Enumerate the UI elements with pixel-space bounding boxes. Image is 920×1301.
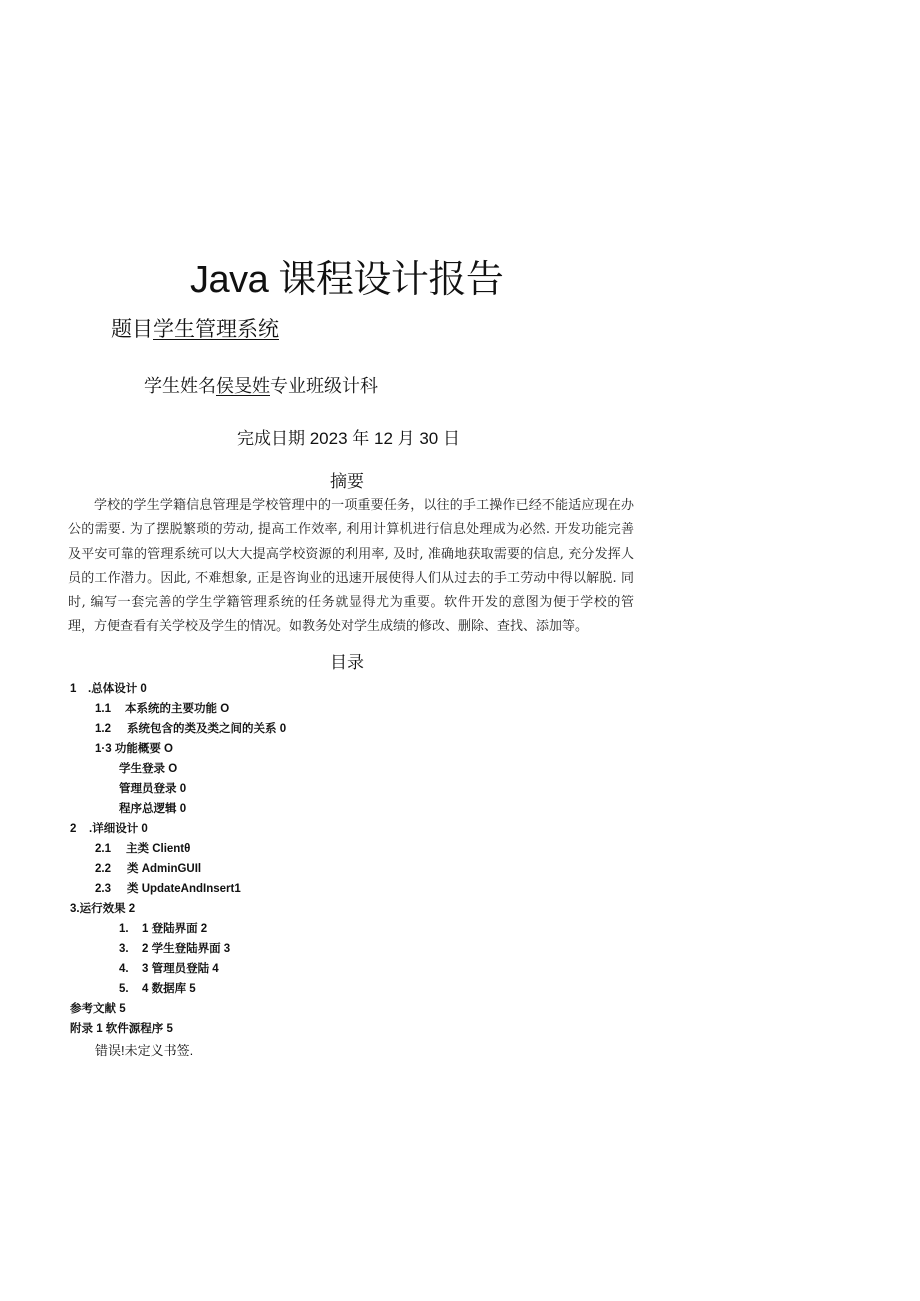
toc-num: 4. xyxy=(119,963,129,975)
toc-text: 学生登录 O xyxy=(119,763,178,775)
toc-text: .总体设计 0 xyxy=(88,683,147,695)
report-title: Java 课程设计报告 xyxy=(190,259,504,301)
subject-line xyxy=(111,313,279,343)
toc-text: 3 管理员登陆 4 xyxy=(142,963,219,975)
toc-text: 本系统的主要功能 O xyxy=(125,703,230,715)
toc-entry[interactable] xyxy=(95,1040,193,1059)
toc-entry[interactable] xyxy=(119,920,207,936)
toc-entry[interactable] xyxy=(70,900,135,916)
toc-text: 类 AdminGUIl xyxy=(127,863,202,875)
toc-entry[interactable] xyxy=(119,980,196,996)
toc-text: .详细设计 0 xyxy=(89,823,148,835)
toc-text: 错误!未定义书签. xyxy=(95,1043,194,1058)
toc-entry[interactable] xyxy=(119,760,177,776)
student-label: 学生姓名 xyxy=(144,376,216,396)
toc-entry[interactable] xyxy=(70,820,148,836)
toc-num: 1.1 xyxy=(95,703,111,715)
toc-text: 参考文献 5 xyxy=(70,1003,126,1015)
toc-num: 1.2 xyxy=(95,723,111,735)
subject-label: 题目 xyxy=(111,318,153,341)
toc-entry[interactable] xyxy=(119,800,186,816)
toc-entry[interactable] xyxy=(95,720,286,736)
toc-text: 管理员登录 0 xyxy=(119,783,187,795)
student-value: 侯旻姓 xyxy=(216,376,270,396)
toc-entry[interactable] xyxy=(119,960,219,976)
abstract-text: 学校的学生学籍信息管理是学校管理中的一项重要任务，以往的手工操作已经不能适应现在办公的需要. 为了摆脱繁琐的劳动, 提高工作效率, 利用计算机进行信息处理成为必然. 开发功能完善及平安可靠的管理系统可以大大提高学校资源的利用率, 及时, 准确地获取需要的信息, 充分发挥人员的工作潜力。因此, 不难想象, 正是咨询业的迅速开展使得人们从过去的手工劳动中得以解脱. 同时, 编写一套完善的学生学籍管理系统的任务就显得尤为重要。软件开发的意图为便于学校的管理，方便查看有关学校及学生的情况。如教务处对学生成绩的修改、删除、查找、添加等。 xyxy=(68,498,634,635)
toc-entry[interactable] xyxy=(70,1020,173,1036)
toc-entry[interactable] xyxy=(95,700,229,716)
toc-num: 2.3 xyxy=(95,883,111,895)
toc-num: 3. xyxy=(119,943,129,955)
toc-text: 类 UpdateAndInsert1 xyxy=(127,883,241,895)
toc-text: 主类 Clientθ xyxy=(126,843,191,855)
toc-text: 3.运行效果 2 xyxy=(70,903,136,915)
toc-entry[interactable] xyxy=(95,840,190,856)
major-label: 专业班级计科 xyxy=(270,376,378,396)
toc-heading: 目录 xyxy=(330,653,364,672)
toc-num: 2.2 xyxy=(95,863,111,875)
toc-num: 2 xyxy=(70,823,77,835)
toc-entry[interactable] xyxy=(70,1000,126,1016)
toc-num: 2.1 xyxy=(95,843,111,855)
toc-num: 5. xyxy=(119,983,129,995)
toc-text: 4 数据库 5 xyxy=(142,983,196,995)
toc-num: 1 xyxy=(70,683,77,695)
toc-text: 2 学生登陆界面 3 xyxy=(142,943,231,955)
toc-num: 1. xyxy=(119,923,129,935)
toc-text: 附录 1 软件源程序 5 xyxy=(70,1023,173,1035)
toc-entry[interactable] xyxy=(70,680,147,696)
toc-text: 系统包含的类及类之间的关系 0 xyxy=(127,723,287,735)
abstract-heading: 摘要 xyxy=(330,472,364,491)
toc-entry[interactable] xyxy=(95,860,201,876)
toc-text: 1 登陆界面 2 xyxy=(142,923,208,935)
toc-entry[interactable] xyxy=(119,780,186,796)
student-line xyxy=(144,372,378,398)
toc-text: 1·3 功能概要 O xyxy=(95,743,173,755)
completion-date: 完成日期 2023 年 12 月 30 日 xyxy=(237,429,460,448)
toc-entry[interactable] xyxy=(95,740,173,756)
toc-text: 程序总逻辑 0 xyxy=(119,803,187,815)
subject-value: 学生管理系统 xyxy=(153,318,279,341)
toc-entry[interactable] xyxy=(95,880,241,896)
toc-entry[interactable] xyxy=(119,940,230,956)
